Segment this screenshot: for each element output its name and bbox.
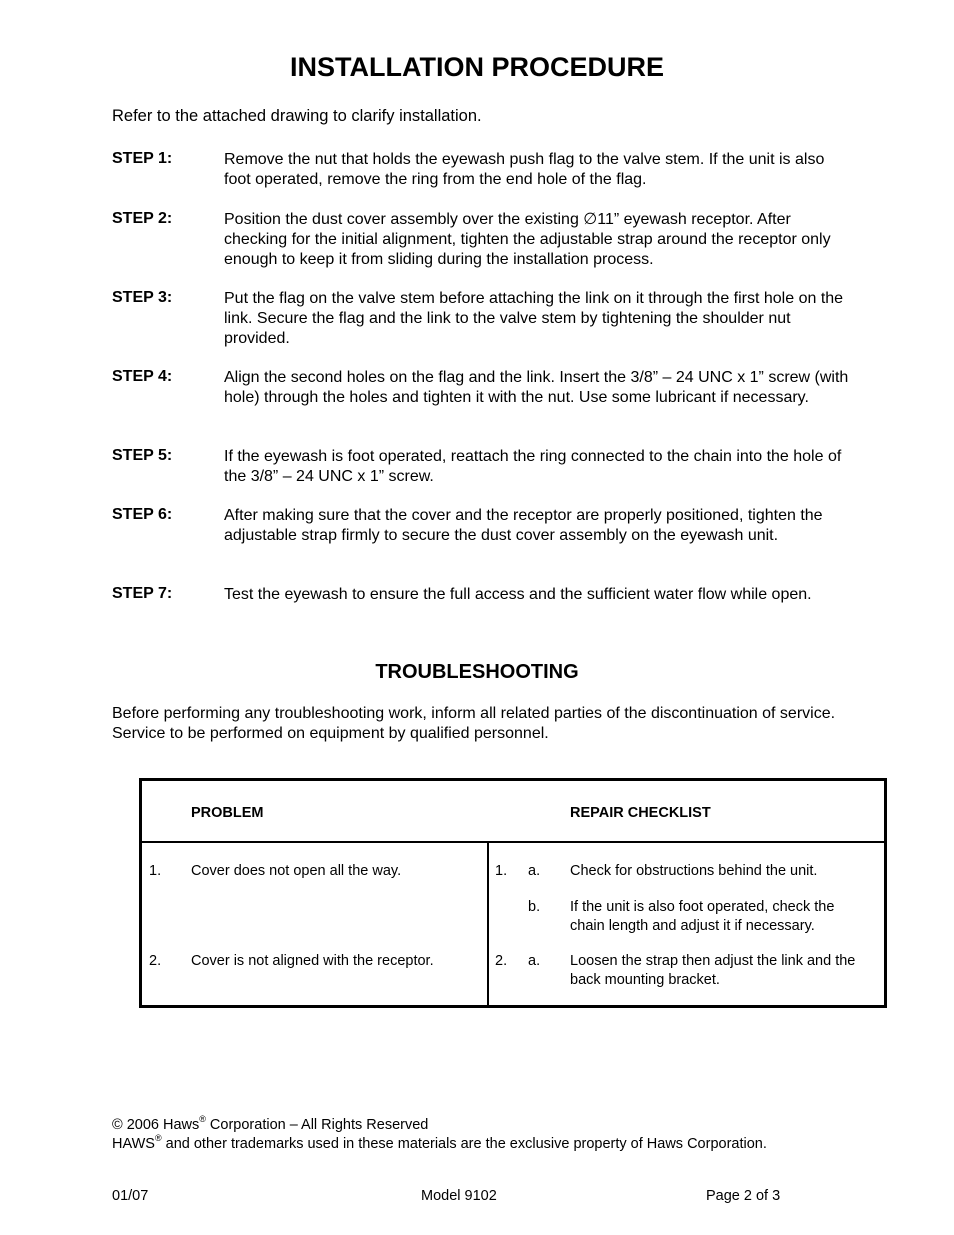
- column-divider: [487, 843, 489, 1005]
- registered-mark: ®: [199, 1114, 206, 1124]
- footer-page-number: Page 2 of 3: [706, 1188, 781, 1204]
- step-6-text: After making sure that the cover and the receptor are properly positioned, tighten the adjustable strap firmly to secure the dust cover assembly on the eyewash unit.: [224, 507, 823, 544]
- repair-1b-text: If the unit is also foot operated, check the chain length and adjust it if necessary.: [570, 899, 835, 934]
- repair-2a-letter: a.: [528, 953, 541, 969]
- troubleshooting-table: [139, 778, 887, 1008]
- step-3-label: STEP 3:: [112, 289, 173, 306]
- problem-2-text: Cover is not aligned with the receptor.: [191, 953, 434, 969]
- repair-1a-text: Check for obstructions behind the unit.: [570, 863, 818, 879]
- table-header: [142, 781, 884, 843]
- step-3-text: Put the flag on the valve stem before attaching the link on it through the first hole on the link. Secure the flag and the link to the valve stem by tightening the shoulder nut provided.: [224, 290, 844, 347]
- problem-1-num: 1.: [149, 863, 162, 879]
- step-6-label: STEP 6:: [112, 506, 173, 523]
- problem-header: PROBLEM: [191, 805, 264, 821]
- troubleshooting-title: TROUBLESHOOTING: [375, 661, 579, 683]
- intro-text: Refer to the attached drawing to clarify installation.: [112, 107, 482, 125]
- trademark-pre: HAWS: [112, 1136, 155, 1152]
- copyright-post: Corporation – All Rights Reserved: [205, 1117, 429, 1133]
- copyright-pre: © 2006 Haws: [112, 1117, 200, 1133]
- step-5-label: STEP 5:: [112, 447, 173, 464]
- step-2-label: STEP 2:: [112, 210, 173, 227]
- step-5-text: If the eyewash is foot operated, reattach the ring connected to the chain into the hole of the 3/8” – 24 UNC x 1” screw.: [224, 448, 842, 485]
- trademark-post: and other trademarks used in these materials are the exclusive property of Haws Corporation.: [161, 1136, 767, 1152]
- step-4-label: STEP 4:: [112, 368, 173, 385]
- repair-1-num: 1.: [495, 863, 508, 879]
- step-4-text: Align the second holes on the flag and the link. Insert the 3/8” – 24 UNC x 1” screw (with hole) through the holes and tighten it with the nut. Use some lubricant if necessary.: [224, 369, 849, 406]
- problem-2-num: 2.: [149, 953, 162, 969]
- repair-1a-letter: a.: [528, 863, 541, 879]
- footer-date: 01/07: [112, 1188, 149, 1204]
- step-7-label: STEP 7:: [112, 585, 173, 602]
- step-7-text: Test the eyewash to ensure the full access and the sufficient water flow while open.: [224, 586, 812, 603]
- step-1-text: Remove the nut that holds the eyewash push flag to the valve stem. If the unit is also foot operated, remove the ring from the end hole of the flag.: [224, 151, 825, 188]
- footer-model: Model 9102: [421, 1188, 497, 1204]
- repair-2-num: 2.: [495, 953, 508, 969]
- registered-mark-2: ®: [154, 1133, 162, 1143]
- problem-1-text: Cover does not open all the way.: [191, 863, 402, 879]
- step-2-text: Position the dust cover assembly over the existing ∅11” eyewash receptor. After checking for the initial alignment, tighten the adjustable strap around the receptor only enough to keep it from sliding during the installation process.: [224, 211, 831, 268]
- copyright-line: [112, 1114, 428, 1133]
- page-title: INSTALLATION PROCEDURE: [290, 52, 664, 82]
- trademark-line: [112, 1133, 767, 1152]
- step-1-label: STEP 1:: [112, 150, 173, 167]
- troubleshooting-intro: Before performing any troubleshooting work, inform all related parties of the discontinuation of service. Service to be performed on equipment by qualified personnel.: [112, 705, 836, 742]
- repair-header: REPAIR CHECKLIST: [570, 805, 711, 821]
- repair-1b-letter: b.: [528, 899, 541, 915]
- repair-2a-text: Loosen the strap then adjust the link and the back mounting bracket.: [570, 953, 856, 988]
